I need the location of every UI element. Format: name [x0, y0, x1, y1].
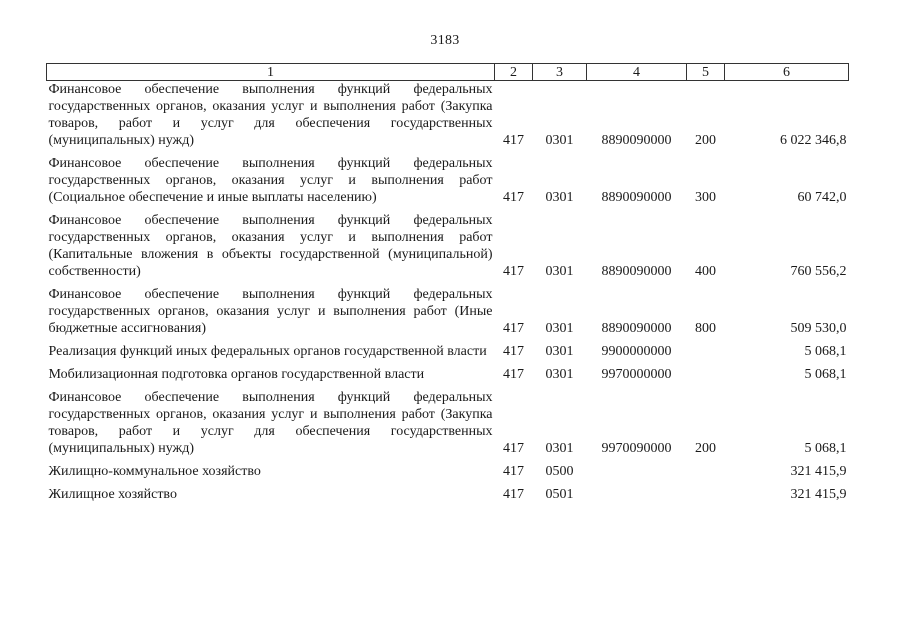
- table-row: [47, 155, 849, 206]
- header-col-5: 5: [687, 64, 725, 81]
- row-target-code: 8890090000: [601, 190, 672, 205]
- row-name: Мобилизационная подготовка органов государственной власти: [48, 367, 425, 382]
- row-amount: 321 415,9: [790, 487, 847, 502]
- row-ministry-code: 417: [503, 264, 524, 279]
- row-section-code: 0301: [545, 264, 574, 279]
- table-row: [47, 463, 849, 480]
- row-section-code: 0301: [545, 133, 574, 148]
- row-ministry-code: 417: [503, 487, 524, 502]
- header-col-2: 2: [495, 64, 533, 81]
- row-ministry-code: 417: [503, 344, 524, 359]
- row-ministry-code: 417: [503, 321, 524, 336]
- row-target-code: 9970090000: [601, 441, 672, 456]
- row-amount: 5 068,1: [804, 367, 847, 382]
- table-row: [47, 286, 849, 337]
- row-name: Финансовое обеспечение выполнения функций федеральных государственных органов, оказания услуг и выполнения работ (Иные бюджетные ассигнования): [48, 287, 493, 336]
- header-col-3: 3: [533, 64, 587, 81]
- row-amount: 321 415,9: [790, 464, 847, 479]
- row-target-code: 9970000000: [601, 367, 672, 382]
- row-section-code: 0301: [545, 441, 574, 456]
- row-target-code: 8890090000: [601, 133, 672, 148]
- header-col-1: 1: [47, 64, 495, 81]
- header-row: [47, 64, 849, 81]
- row-expense-type: 800: [695, 321, 716, 336]
- row-expense-type: 400: [695, 264, 716, 279]
- table-row: [47, 81, 849, 150]
- row-section-code: 0301: [545, 367, 574, 382]
- row-expense-type: [687, 463, 725, 480]
- table-row: [47, 212, 849, 280]
- row-expense-type: 300: [695, 190, 716, 205]
- row-ministry-code: 417: [503, 190, 524, 205]
- row-amount: 5 068,1: [804, 441, 847, 456]
- row-name: Финансовое обеспечение выполнения функций федеральных государственных органов, оказания услуг и выполнения работ (Закупка товаров, работ и услуг для обеспечения государственных (муниципальных) нужд): [48, 82, 493, 148]
- table-body: [47, 81, 849, 504]
- row-target-code: [587, 463, 687, 480]
- row-expense-type: 200: [695, 441, 716, 456]
- row-ministry-code: 417: [503, 133, 524, 148]
- row-target-code: [587, 486, 687, 503]
- row-name: Реализация функций иных федеральных органов государственной власти: [48, 344, 487, 359]
- header-col-6: 6: [725, 64, 849, 81]
- row-amount: 760 556,2: [790, 264, 847, 279]
- row-amount: 5 068,1: [804, 344, 847, 359]
- row-target-code: 8890090000: [601, 321, 672, 336]
- row-expense-type: [687, 486, 725, 503]
- row-section-code: 0500: [545, 464, 574, 479]
- row-section-code: 0301: [545, 321, 574, 336]
- row-name: Финансовое обеспечение выполнения функций федеральных государственных органов, оказания услуг и выполнения работ (Капитальные вложения в объекты государственной (муниципальной) собственности): [48, 213, 493, 279]
- row-ministry-code: 417: [503, 367, 524, 382]
- row-name: Жилищно-коммунальное хозяйство: [48, 464, 261, 479]
- row-amount: 60 742,0: [797, 190, 847, 205]
- row-expense-type: 200: [695, 133, 716, 148]
- header-col-4: 4: [587, 64, 687, 81]
- row-amount: 509 530,0: [790, 321, 847, 336]
- row-ministry-code: 417: [503, 464, 524, 479]
- row-name: Финансовое обеспечение выполнения функций федеральных государственных органов, оказания услуг и выполнения работ (Закупка товаров, работ и услуг для обеспечения государственных (муниципальных) нужд): [48, 390, 493, 456]
- row-amount: 6 022 346,8: [780, 133, 847, 148]
- budget-table: [46, 63, 849, 503]
- table-row: [47, 366, 849, 383]
- row-expense-type: [687, 366, 725, 383]
- row-section-code: 0301: [545, 190, 574, 205]
- page-number: 3183: [430, 33, 460, 48]
- row-expense-type: [687, 343, 725, 360]
- table-header: [47, 64, 849, 81]
- table-row: [47, 389, 849, 457]
- table-row: [47, 343, 849, 360]
- row-target-code: 8890090000: [601, 264, 672, 279]
- row-section-code: 0501: [545, 487, 574, 502]
- table-row: [47, 486, 849, 503]
- row-name: Финансовое обеспечение выполнения функций федеральных государственных органов, оказания услуг и выполнения работ (Социальное обеспечение и иные выплаты населению): [48, 156, 493, 205]
- row-target-code: 9900000000: [601, 344, 672, 359]
- row-ministry-code: 417: [503, 441, 524, 456]
- row-name: Жилищное хозяйство: [48, 487, 177, 502]
- row-section-code: 0301: [545, 344, 574, 359]
